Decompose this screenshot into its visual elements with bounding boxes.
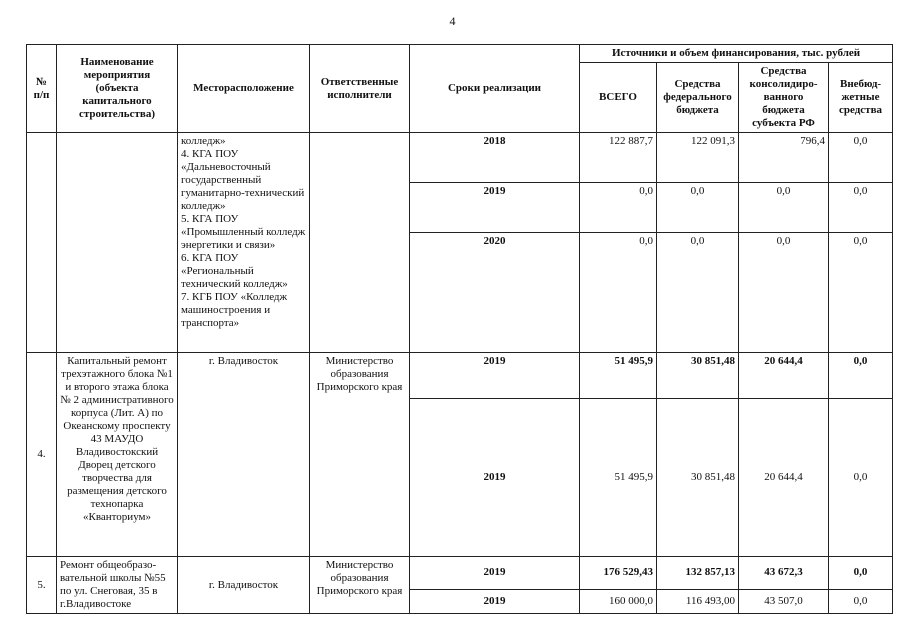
cell-regional: 43 507,0 (739, 589, 829, 613)
header-name: Наименование мероприятия (объекта капитального строительства) (57, 45, 178, 133)
cell-name: Ремонт общеобразо-вательной школы №55 по ул. Снеговая, 35 в г.Владивостоке (57, 557, 178, 614)
cell-num: 5. (27, 557, 57, 614)
header-regional: Средства консолидиро- ванного бюджета субъекта РФ (739, 63, 829, 133)
cell-extra: 0,0 (829, 353, 893, 399)
cell-total: 51 495,9 (580, 399, 657, 557)
cell-regional: 0,0 (739, 233, 829, 353)
table-row (27, 353, 893, 399)
table-row (27, 133, 893, 183)
cell-extra: 0,0 (829, 589, 893, 613)
cell-location: колледж» 4. КГА ПОУ «Дальневосточный государственный гуманитарно-технический колледж» 5. КГА ПОУ «Промышленный колледж энергетики и связи» 6. КГА ПОУ «Региональный технический колледж» 7. КГБ ПОУ «Колледж машиностроения и транспорта» (178, 133, 310, 353)
financing-table (26, 44, 893, 614)
cell-year: 2018 (410, 133, 580, 183)
cell-year: 2020 (410, 233, 580, 353)
cell-year: 2019 (410, 183, 580, 233)
cell-year: 2019 (410, 353, 580, 399)
cell-total: 0,0 (580, 233, 657, 353)
cell-num: 4. (27, 353, 57, 557)
cell-regional: 796,4 (739, 133, 829, 183)
cell-regional: 20 644,4 (739, 353, 829, 399)
cell-year: 2019 (410, 557, 580, 590)
cell-location: г. Владивосток (178, 557, 310, 614)
cell-year: 2019 (410, 399, 580, 557)
cell-year: 2019 (410, 589, 580, 613)
cell-federal: 30 851,48 (657, 399, 739, 557)
cell-extra: 0,0 (829, 557, 893, 590)
header-responsible: Ответственные исполнители (310, 45, 410, 133)
header-federal: Средства федерального бюджета (657, 63, 739, 133)
cell-regional: 20 644,4 (739, 399, 829, 557)
header-location: Месторасположение (178, 45, 310, 133)
cell-federal: 0,0 (657, 233, 739, 353)
cell-name: Капитальный ремонт трехэтажного блока №1 и второго этажа блока № 2 административного корпуса (Лит. А) по Океанскому проспекту 43 МАУДО Владивостокский Дворец детского творчества для размещения детского технопарка «Кванториум» (57, 353, 178, 557)
cell-regional: 43 672,3 (739, 557, 829, 590)
cell-responsible (310, 133, 410, 353)
page-number: 4 (449, 14, 456, 28)
cell-total: 176 529,43 (580, 557, 657, 590)
header-total: ВСЕГО (580, 63, 657, 133)
cell-extra: 0,0 (829, 399, 893, 557)
cell-responsible: Министерство образования Приморского края (310, 557, 410, 614)
cell-total: 122 887,7 (580, 133, 657, 183)
cell-regional: 0,0 (739, 183, 829, 233)
header-funding: Источники и объем финансирования, тыс. рублей (580, 45, 893, 63)
cell-federal: 122 091,3 (657, 133, 739, 183)
cell-federal: 132 857,13 (657, 557, 739, 590)
cell-federal: 116 493,00 (657, 589, 739, 613)
cell-num (27, 133, 57, 353)
cell-federal: 0,0 (657, 183, 739, 233)
header-extra: Внебюд- жетные средства (829, 63, 893, 133)
cell-location: г. Владивосток (178, 353, 310, 557)
header-period: Сроки реализации (410, 45, 580, 133)
table-row (27, 557, 893, 590)
cell-federal: 30 851,48 (657, 353, 739, 399)
cell-total: 51 495,9 (580, 353, 657, 399)
cell-extra: 0,0 (829, 183, 893, 233)
cell-total: 160 000,0 (580, 589, 657, 613)
cell-total: 0,0 (580, 183, 657, 233)
cell-name (57, 133, 178, 353)
cell-responsible: Министерство образования Приморского края (310, 353, 410, 557)
header-num: № п/п (27, 45, 57, 133)
cell-extra: 0,0 (829, 133, 893, 183)
cell-extra: 0,0 (829, 233, 893, 353)
